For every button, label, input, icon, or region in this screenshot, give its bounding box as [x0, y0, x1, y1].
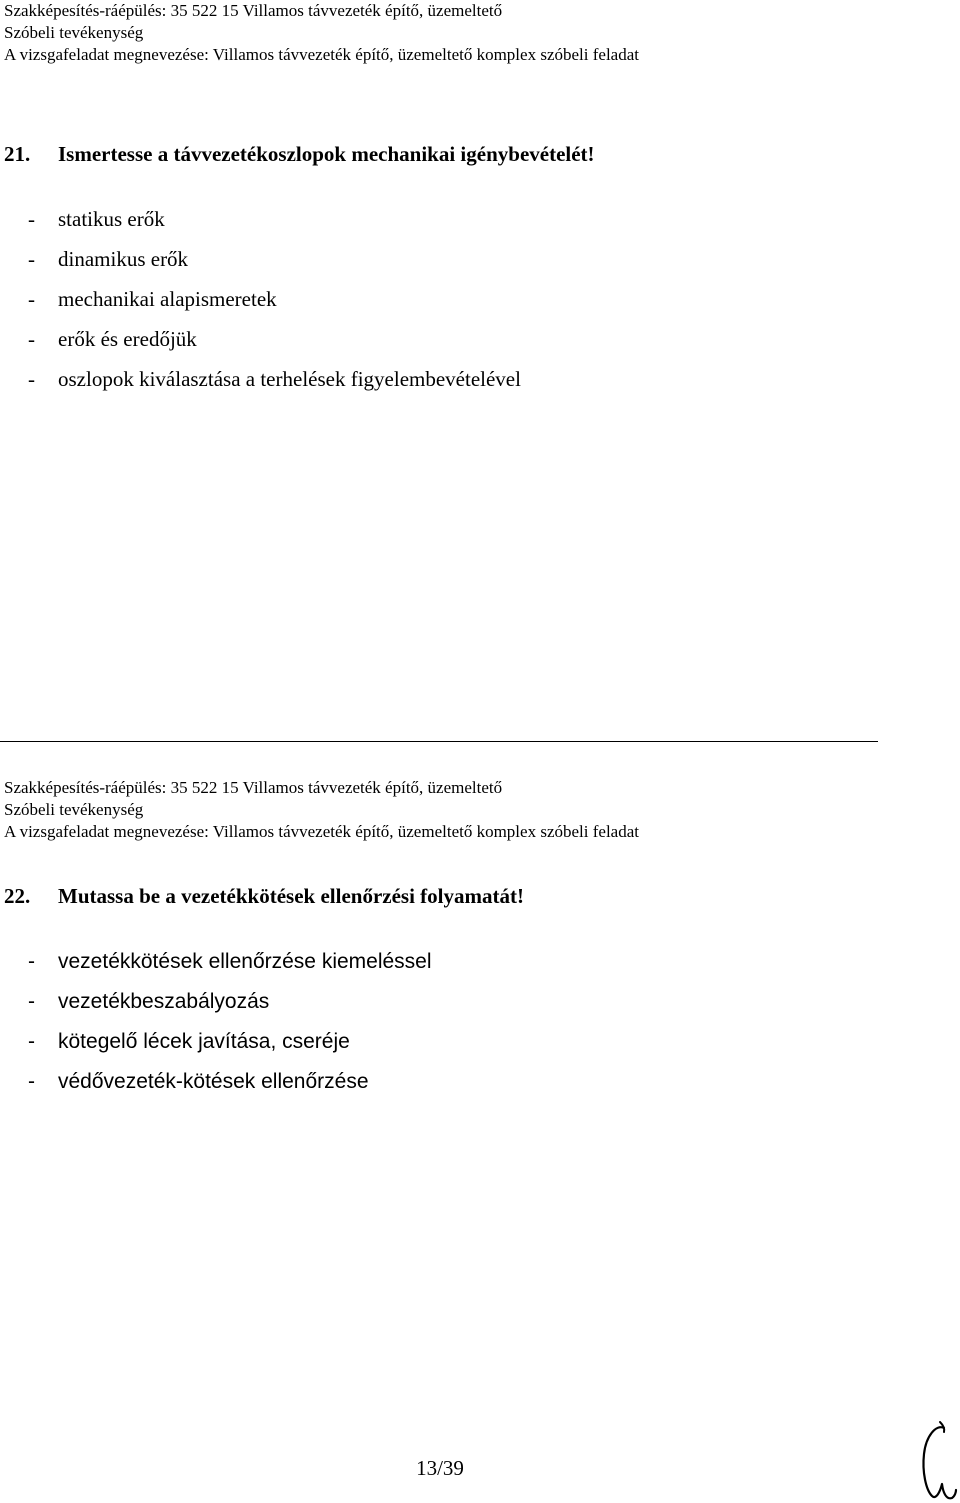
- list-item: [28, 319, 521, 359]
- page-divider: [0, 741, 878, 742]
- question-21-title: [4, 142, 595, 167]
- header-qualification: Szakképesítés-ráépülés: 35 522 15 Villamos távvezeték építő, üzemeltető: [4, 1, 503, 20]
- list-item: [28, 1022, 432, 1062]
- list-item-text: kötegelő lécek javítása, cseréje: [58, 1030, 350, 1053]
- list-dash: -: [28, 950, 35, 973]
- question-22-answer-list: [28, 942, 432, 1102]
- list-item-text: vezetékkötések ellenőrzése kiemeléssel: [58, 950, 432, 973]
- page-header-top: [4, 0, 639, 66]
- list-item: [28, 982, 432, 1022]
- list-item: [28, 359, 521, 399]
- list-item-text: mechanikai alapismeretek: [58, 287, 277, 311]
- question-21-number: 21.: [4, 142, 31, 166]
- list-item: [28, 1062, 432, 1102]
- question-22-title: [4, 884, 524, 909]
- header-task-name: A vizsgafeladat megnevezése: Villamos távvezeték építő, üzemeltető komplex szóbeli feladat: [4, 822, 639, 841]
- header-activity: Szóbeli tevékenység: [4, 23, 144, 42]
- list-item: [28, 279, 521, 319]
- page-number: 13/39: [416, 1456, 464, 1480]
- list-item-text: statikus erők: [58, 207, 165, 231]
- question-21-answer-list: [28, 199, 521, 399]
- list-item-text: vezetékbeszabályozás: [58, 990, 270, 1013]
- list-item-text: erők és eredőjük: [58, 327, 197, 351]
- list-dash: -: [28, 327, 35, 351]
- list-item: [28, 239, 521, 279]
- question-22-text: Mutassa be a vezetékkötések ellenőrzési folyamatát!: [58, 884, 524, 908]
- list-dash: -: [28, 207, 35, 231]
- list-dash: -: [28, 287, 35, 311]
- list-dash: -: [28, 367, 35, 391]
- list-item-text: dinamikus erők: [58, 247, 189, 271]
- list-item-text: oszlopok kiválasztása a terhelések figyelembevételével: [58, 367, 521, 391]
- list-dash: -: [28, 247, 35, 271]
- page-header-second: [4, 777, 639, 843]
- signature-mark: [918, 1420, 958, 1502]
- question-21-text: Ismertesse a távvezetékoszlopok mechanikai igénybevételét!: [58, 142, 595, 166]
- list-dash: -: [28, 1030, 35, 1053]
- header-task-name: A vizsgafeladat megnevezése: Villamos távvezeték építő, üzemeltető komplex szóbeli feladat: [4, 45, 639, 64]
- header-qualification: Szakképesítés-ráépülés: 35 522 15 Villamos távvezeték építő, üzemeltető: [4, 778, 503, 797]
- header-activity: Szóbeli tevékenység: [4, 800, 144, 819]
- question-22-number: 22.: [4, 884, 31, 908]
- list-dash: -: [28, 990, 35, 1013]
- list-item-text: védővezeték-kötések ellenőrzése: [58, 1070, 369, 1093]
- list-dash: -: [28, 1070, 35, 1093]
- list-item: [28, 199, 521, 239]
- list-item: [28, 942, 432, 982]
